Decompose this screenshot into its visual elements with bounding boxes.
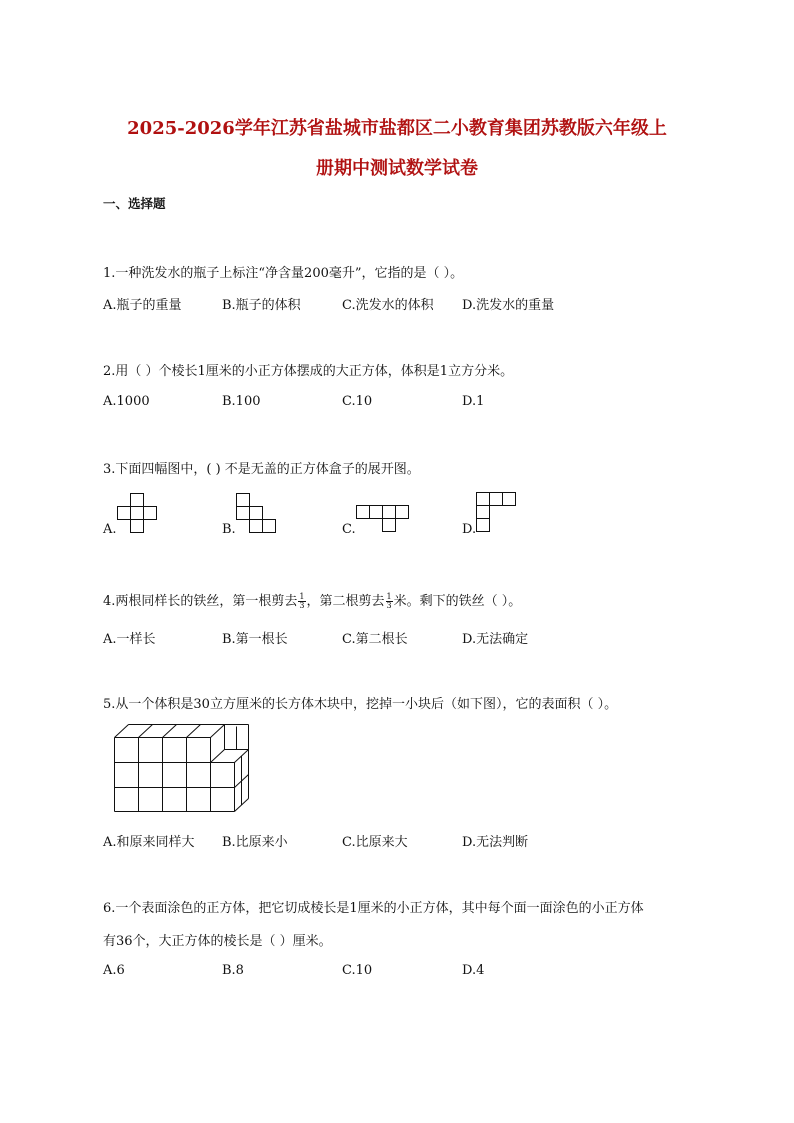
question-3-option-b[interactable]: B. [222, 522, 236, 537]
question-6-option-d[interactable]: D.4 [462, 963, 485, 978]
question-1-text: 1.一种洗发水的瓶子上标注“净含量200毫升”，它指的是（ ）。 [103, 266, 464, 281]
question-2-option-c[interactable]: C.10 [342, 394, 373, 409]
question-4-text-part-b: ，第二根剪去 [306, 594, 385, 609]
question-1-option-d[interactable]: D.洗发水的重量 [462, 298, 555, 313]
question-4-option-d[interactable]: D.无法确定 [462, 632, 529, 647]
cube-net-b [236, 493, 278, 535]
question-2-option-b[interactable]: B.100 [222, 394, 261, 409]
question-6-text-line1: 6.一个表面涂色的正方体，把它切成棱长是1厘米的小正方体，其中每个面一面涂色的小正方体 [103, 901, 644, 916]
question-4-option-b[interactable]: B.第一根长 [222, 632, 288, 647]
question-2-text: 2.用（ ）个棱长1厘米的小正方体摆成的大正方体，体积是1立方分米。 [103, 364, 514, 379]
question-4-text [103, 590, 521, 610]
question-3-text: 3.下面四幅图中，( ) 不是无盖的正方体盒子的展开图。 [103, 462, 420, 477]
question-2-option-a[interactable]: A.1000 [103, 394, 150, 409]
fraction-numerator: 1 [299, 592, 305, 601]
question-4-option-c[interactable]: C.第二根长 [342, 632, 408, 647]
question-3-option-d[interactable]: D. [462, 522, 477, 537]
question-1-option-a[interactable]: A.瓶子的重量 [103, 298, 182, 313]
question-4-text-part-c: 米。剩下的铁丝（ ）。 [393, 594, 522, 609]
question-6-option-b[interactable]: B.8 [222, 963, 244, 978]
exam-title-line2: 册期中测试数学试卷 [316, 158, 478, 179]
question-4-text-part-a: 4.两根同样长的铁丝，第一根剪去 [103, 594, 298, 609]
fraction-denominator: 3 [299, 601, 305, 610]
question-4-option-a[interactable]: A.一样长 [103, 632, 156, 647]
fraction-one-third-meter [386, 593, 393, 610]
question-5-option-d[interactable]: D.无法判断 [462, 835, 529, 850]
section-heading: 一、选择题 [103, 196, 166, 211]
cube-net-d [476, 492, 520, 536]
question-5-option-b[interactable]: B.比原来小 [222, 835, 288, 850]
question-6-option-c[interactable]: C.10 [342, 963, 373, 978]
question-5-option-c[interactable]: C.比原来大 [342, 835, 408, 850]
question-3-option-c[interactable]: C. [342, 522, 356, 537]
fraction-numerator: 1 [386, 592, 392, 601]
question-1-option-c[interactable]: C.洗发水的体积 [342, 298, 434, 313]
question-3-option-a[interactable]: A. [103, 522, 117, 537]
fraction-denominator: 3 [386, 601, 392, 610]
question-5-option-a[interactable]: A.和原来同样大 [103, 835, 195, 850]
question-1-option-b[interactable]: B.瓶子的体积 [222, 298, 301, 313]
cube-net-a [117, 493, 159, 535]
question-6-text-line2: 有36个，大正方体的棱长是（ ）厘米。 [103, 934, 332, 949]
question-5-text: 5.从一个体积是30立方厘米的长方体木块中，挖掉一小块后（如下图），它的表面积（ ）。 [103, 697, 618, 712]
exam-title-line1: 2025-2026学年江苏省盐城市盐都区二小教育集团苏教版六年级上 [127, 118, 667, 139]
fraction-one-third [298, 593, 305, 610]
cube-net-c [356, 505, 412, 535]
question-2-option-d[interactable]: D.1 [462, 394, 485, 409]
question-6-option-a[interactable]: A.6 [103, 963, 125, 978]
cuboid-with-cutout-figure [114, 722, 254, 814]
